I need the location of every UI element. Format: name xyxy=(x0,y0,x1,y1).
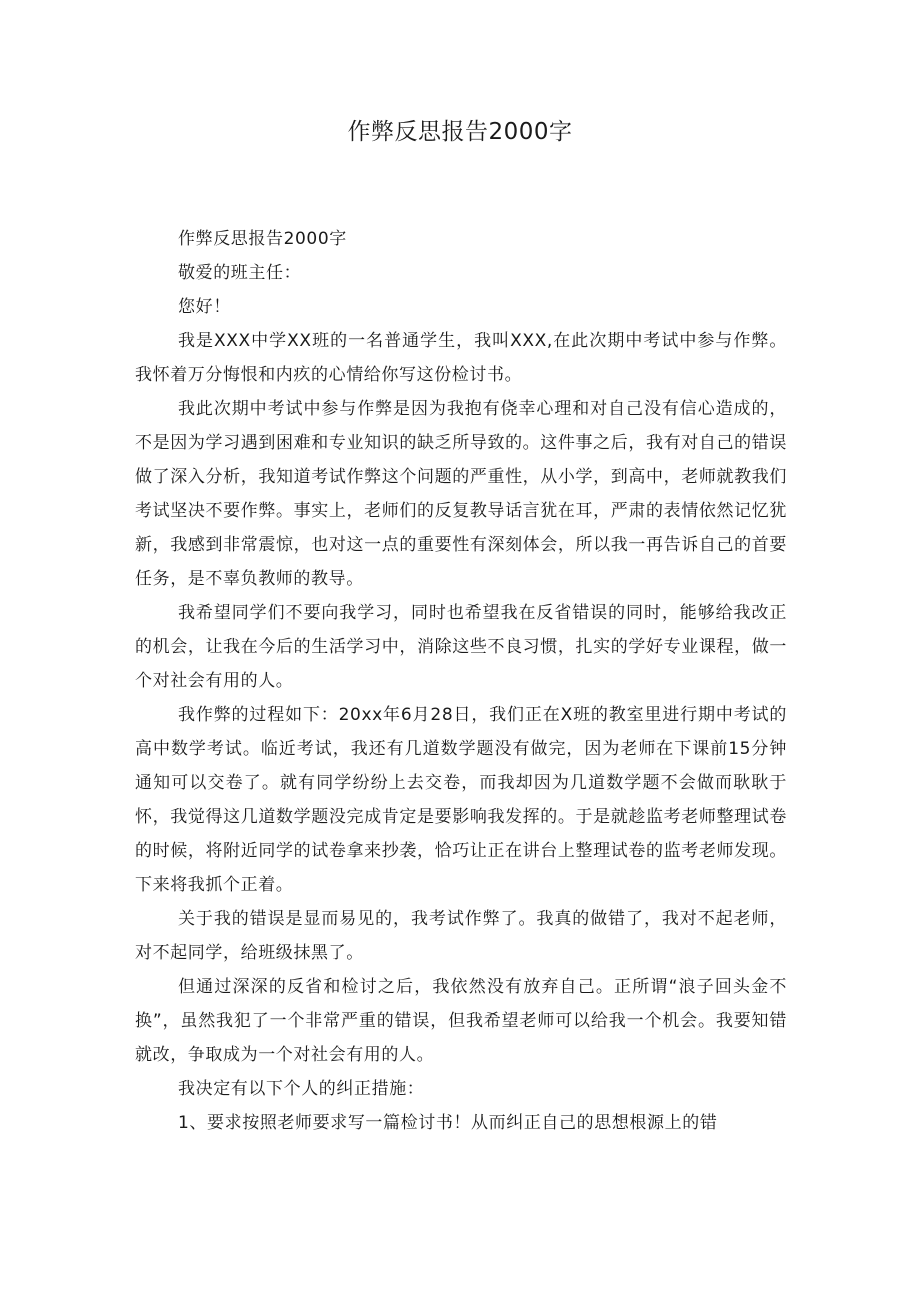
paragraph-measures-intro: 我决定有以下个人的纠正措施： xyxy=(178,1079,425,1099)
paragraph-subtitle: 作弊反思报告2000字 xyxy=(178,229,347,249)
paragraph-hope: 我希望同学们不要向我学习，同时也希望我在反省错误的同时，能够给我改正的机会，让我在今后的生活学习中，消除这些不良习惯，扎实的学好专业课程，做一个对社会有用的人。 xyxy=(135,603,787,691)
paragraph-greeting: 您好！ xyxy=(178,297,231,317)
paragraph-process: 我作弊的过程如下：20xx年6月28日，我们正在X班的教室里进行期中考试的高中数学考试。临近考试，我还有几道数学题没有做完，因为老师在下课前15分钟通知可以交卷了。就有同学纷纷上去交卷，而我却因为几道数学题不会做而耿耿于怀，我觉得这几道数学题没完成肯定是要影响我发挥的。于是就趁监考老师整理试卷的时候，将附近同学的试卷拿来抄袭，恰巧让正在讲台上整理试卷的监考老师发现。下来将我抓个正着。 xyxy=(135,705,787,895)
paragraph-introduction: 我是XXX中学XX班的一名普通学生，我叫XXX,在此次期中考试中参与作弊。我怀着万分悔恨和内疚的心情给你写这份检讨书。 xyxy=(135,331,787,385)
paragraph-salutation: 敬爱的班主任： xyxy=(178,263,302,283)
paragraph-measure-1: 1、要求按照老师要求写一篇检讨书！从而纠正自己的思想根源上的错 xyxy=(178,1113,718,1133)
document-body xyxy=(135,222,787,1140)
paragraph-reason: 我此次期中考试中参与作弊是因为我抱有侥幸心理和对自己没有信心造成的，不是因为学习遇到困难和专业知识的缺乏所导致的。这件事之后，我有对自己的错误做了深入分析，我知道考试作弊这个问题的严重性，从小学，到高中，老师就教我们考试坚决不要作弊。事实上，老师们的反复教导话言犹在耳，严肃的表情依然记忆犹新，我感到非常震惊，也对这一点的重要性有深刻体会，所以我一再告诉自己的首要任务，是不辜负教师的教导。 xyxy=(135,399,787,589)
document-title: 作弊反思报告2000字 xyxy=(347,119,573,145)
paragraph-admission: 关于我的错误是显而易见的，我考试作弊了。我真的做错了，我对不起老师，对不起同学，给班级抹黑了。 xyxy=(135,909,787,963)
paragraph-resolve: 但通过深深的反省和检讨之后，我依然没有放弃自己。正所谓“浪子回头金不换”，虽然我犯了一个非常严重的错误，但我希望老师可以给我一个机会。我要知错就改，争取成为一个对社会有用的人。 xyxy=(135,977,787,1065)
